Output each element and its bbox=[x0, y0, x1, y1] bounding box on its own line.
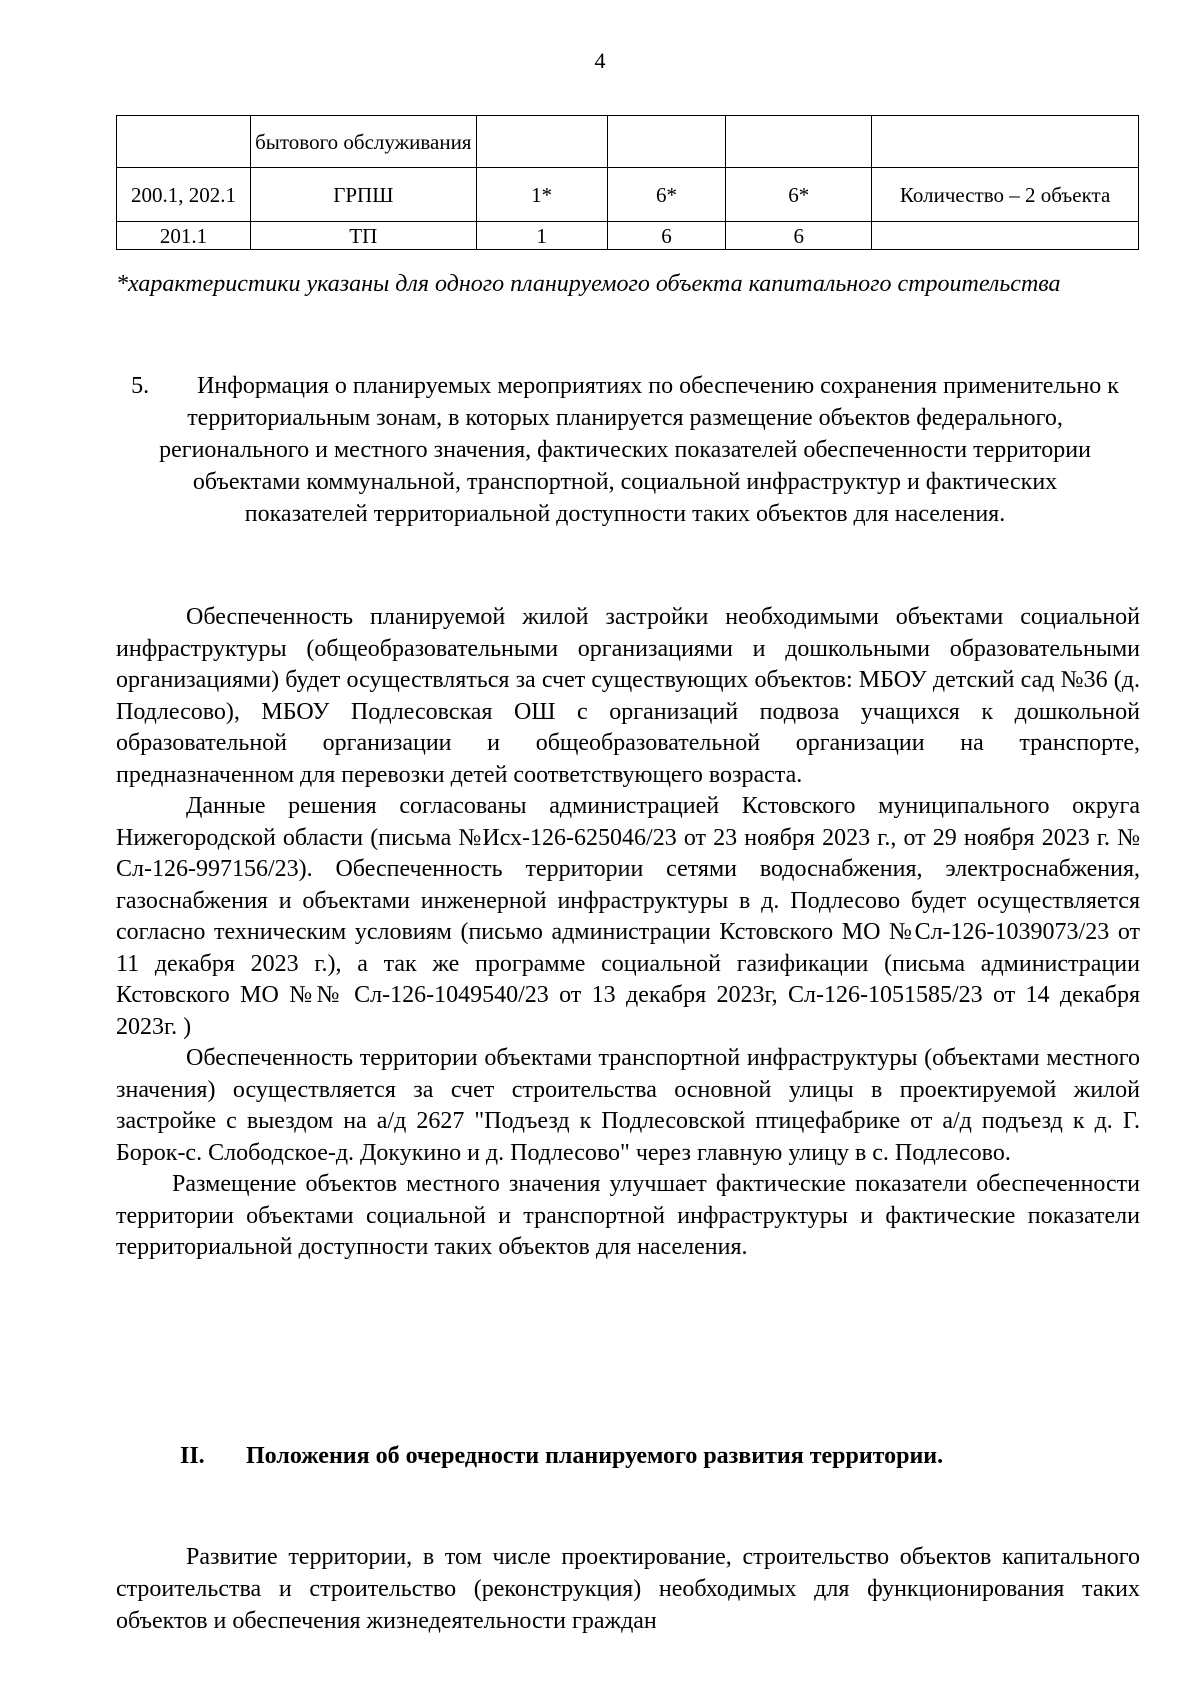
table-cell: 1* bbox=[476, 168, 607, 222]
table-cell bbox=[117, 116, 251, 168]
paragraph: Обеспеченность планируемой жилой застройки необходимыми объектами социальной инфраструктуры (общеобразовательными организациями и дошкольными образовательными организациями) будет осуществляться за счет существующих объектов: МБОУ детский сад №36 (д. Подлесово), МБОУ Подлесовская ОШ с организаций подвоза учащихся к дошкольной образовательной организации и общеобразовательной организации на транспорте, предназначенном для перевозки детей соответствующего возраста. bbox=[116, 604, 1140, 788]
table-cell bbox=[726, 116, 872, 168]
table-cell: 6 bbox=[726, 222, 872, 250]
table-row bbox=[117, 168, 1139, 222]
table-cell bbox=[872, 222, 1139, 250]
page-number: 4 bbox=[594, 48, 606, 73]
section-title: Положения об очередности планируемого развития территории. bbox=[246, 1443, 944, 1469]
section-number: II. bbox=[180, 1443, 205, 1469]
section-2-heading bbox=[116, 1440, 1140, 1472]
body-text bbox=[116, 602, 1140, 1264]
table-footnote: *характеристики указаны для одного планируемого объекта капитального строительства bbox=[116, 271, 1061, 297]
table-cell: 6* bbox=[726, 168, 872, 222]
table-cell: 200.1, 202.1 bbox=[117, 168, 251, 222]
table-cell: 6 bbox=[607, 222, 726, 250]
table-cell: ГРПШ bbox=[250, 168, 476, 222]
paragraph: Данные решения согласованы администрацией Кстовского муниципального округа Нижегородской области (письма №Исх-126-625046/23 от 23 ноября 2023 г., от 29 ноября 2023 г. № Сл-126-997156/23). Обеспеченность территории сетями водоснабжения, электроснабжения, газоснабжения и объектами инженерной инфраструктуры в д. Подлесово будет осуществляется согласно техническим условиям (письмо администрации Кстовского МО №Сл-126-1039073/23 от 11 декабря 2023 г.), а так же программе социальной газификации (письма администрации Кстовского МО №№ Сл-126-1049540/23 от 13 декабря 2023г, Сл-126-1051585/23 от 14 декабря 2023г. ) bbox=[116, 793, 1140, 1040]
section-title: Информация о планируемых мероприятиях по обеспечению сохранения применительно к территориальным зонам, в которых планируется размещение объектов федерального, регионального и местного значения, фактических показателей обеспеченности территории объектами коммунальной, транспортной, социальной инфраструктур и фактических показателей территориальной доступности таких объектов для населения. bbox=[159, 373, 1119, 527]
table-cell: 1 bbox=[476, 222, 607, 250]
table-row bbox=[117, 222, 1139, 250]
table-row bbox=[117, 116, 1139, 168]
table-cell: Количество – 2 объекта bbox=[872, 168, 1139, 222]
section-number: 5. bbox=[131, 373, 150, 399]
table-cell: бытового обслуживания bbox=[250, 116, 476, 168]
table-cell bbox=[872, 116, 1139, 168]
table-cell bbox=[607, 116, 726, 168]
development-text bbox=[116, 1541, 1140, 1637]
table-cell: 6* bbox=[607, 168, 726, 222]
section-5-heading bbox=[130, 370, 1120, 530]
table-cell: ТП bbox=[250, 222, 476, 250]
table-cell bbox=[476, 116, 607, 168]
paragraph: Обеспеченность территории объектами транспортной инфраструктуры (объектами местного значения) осуществляется за счет строительства основной улицы в проектируемой жилой застройке с выездом на а/д 2627 "Подъезд к Подлесовской птицефабрике от а/д подъезд к д. Г. Борок-с. Слободское-д. Докукино и д. Подлесово" через главную улицу в с. Подлесово. bbox=[116, 1045, 1140, 1166]
table-cell: 201.1 bbox=[117, 222, 251, 250]
paragraph: Развитие территории, в том числе проектирование, строительство объектов капитального строительства и строительство (реконструкция) необходимых для функционирования таких объектов и обеспечения жизнедеятельности граждан bbox=[116, 1544, 1140, 1634]
paragraph: Размещение объектов местного значения улучшает фактические показатели обеспеченности территории объектами социальной и транспортной инфраструктуры и фактические показатели территориальной доступности таких объектов для населения. bbox=[116, 1171, 1140, 1260]
data-table bbox=[116, 115, 1139, 250]
